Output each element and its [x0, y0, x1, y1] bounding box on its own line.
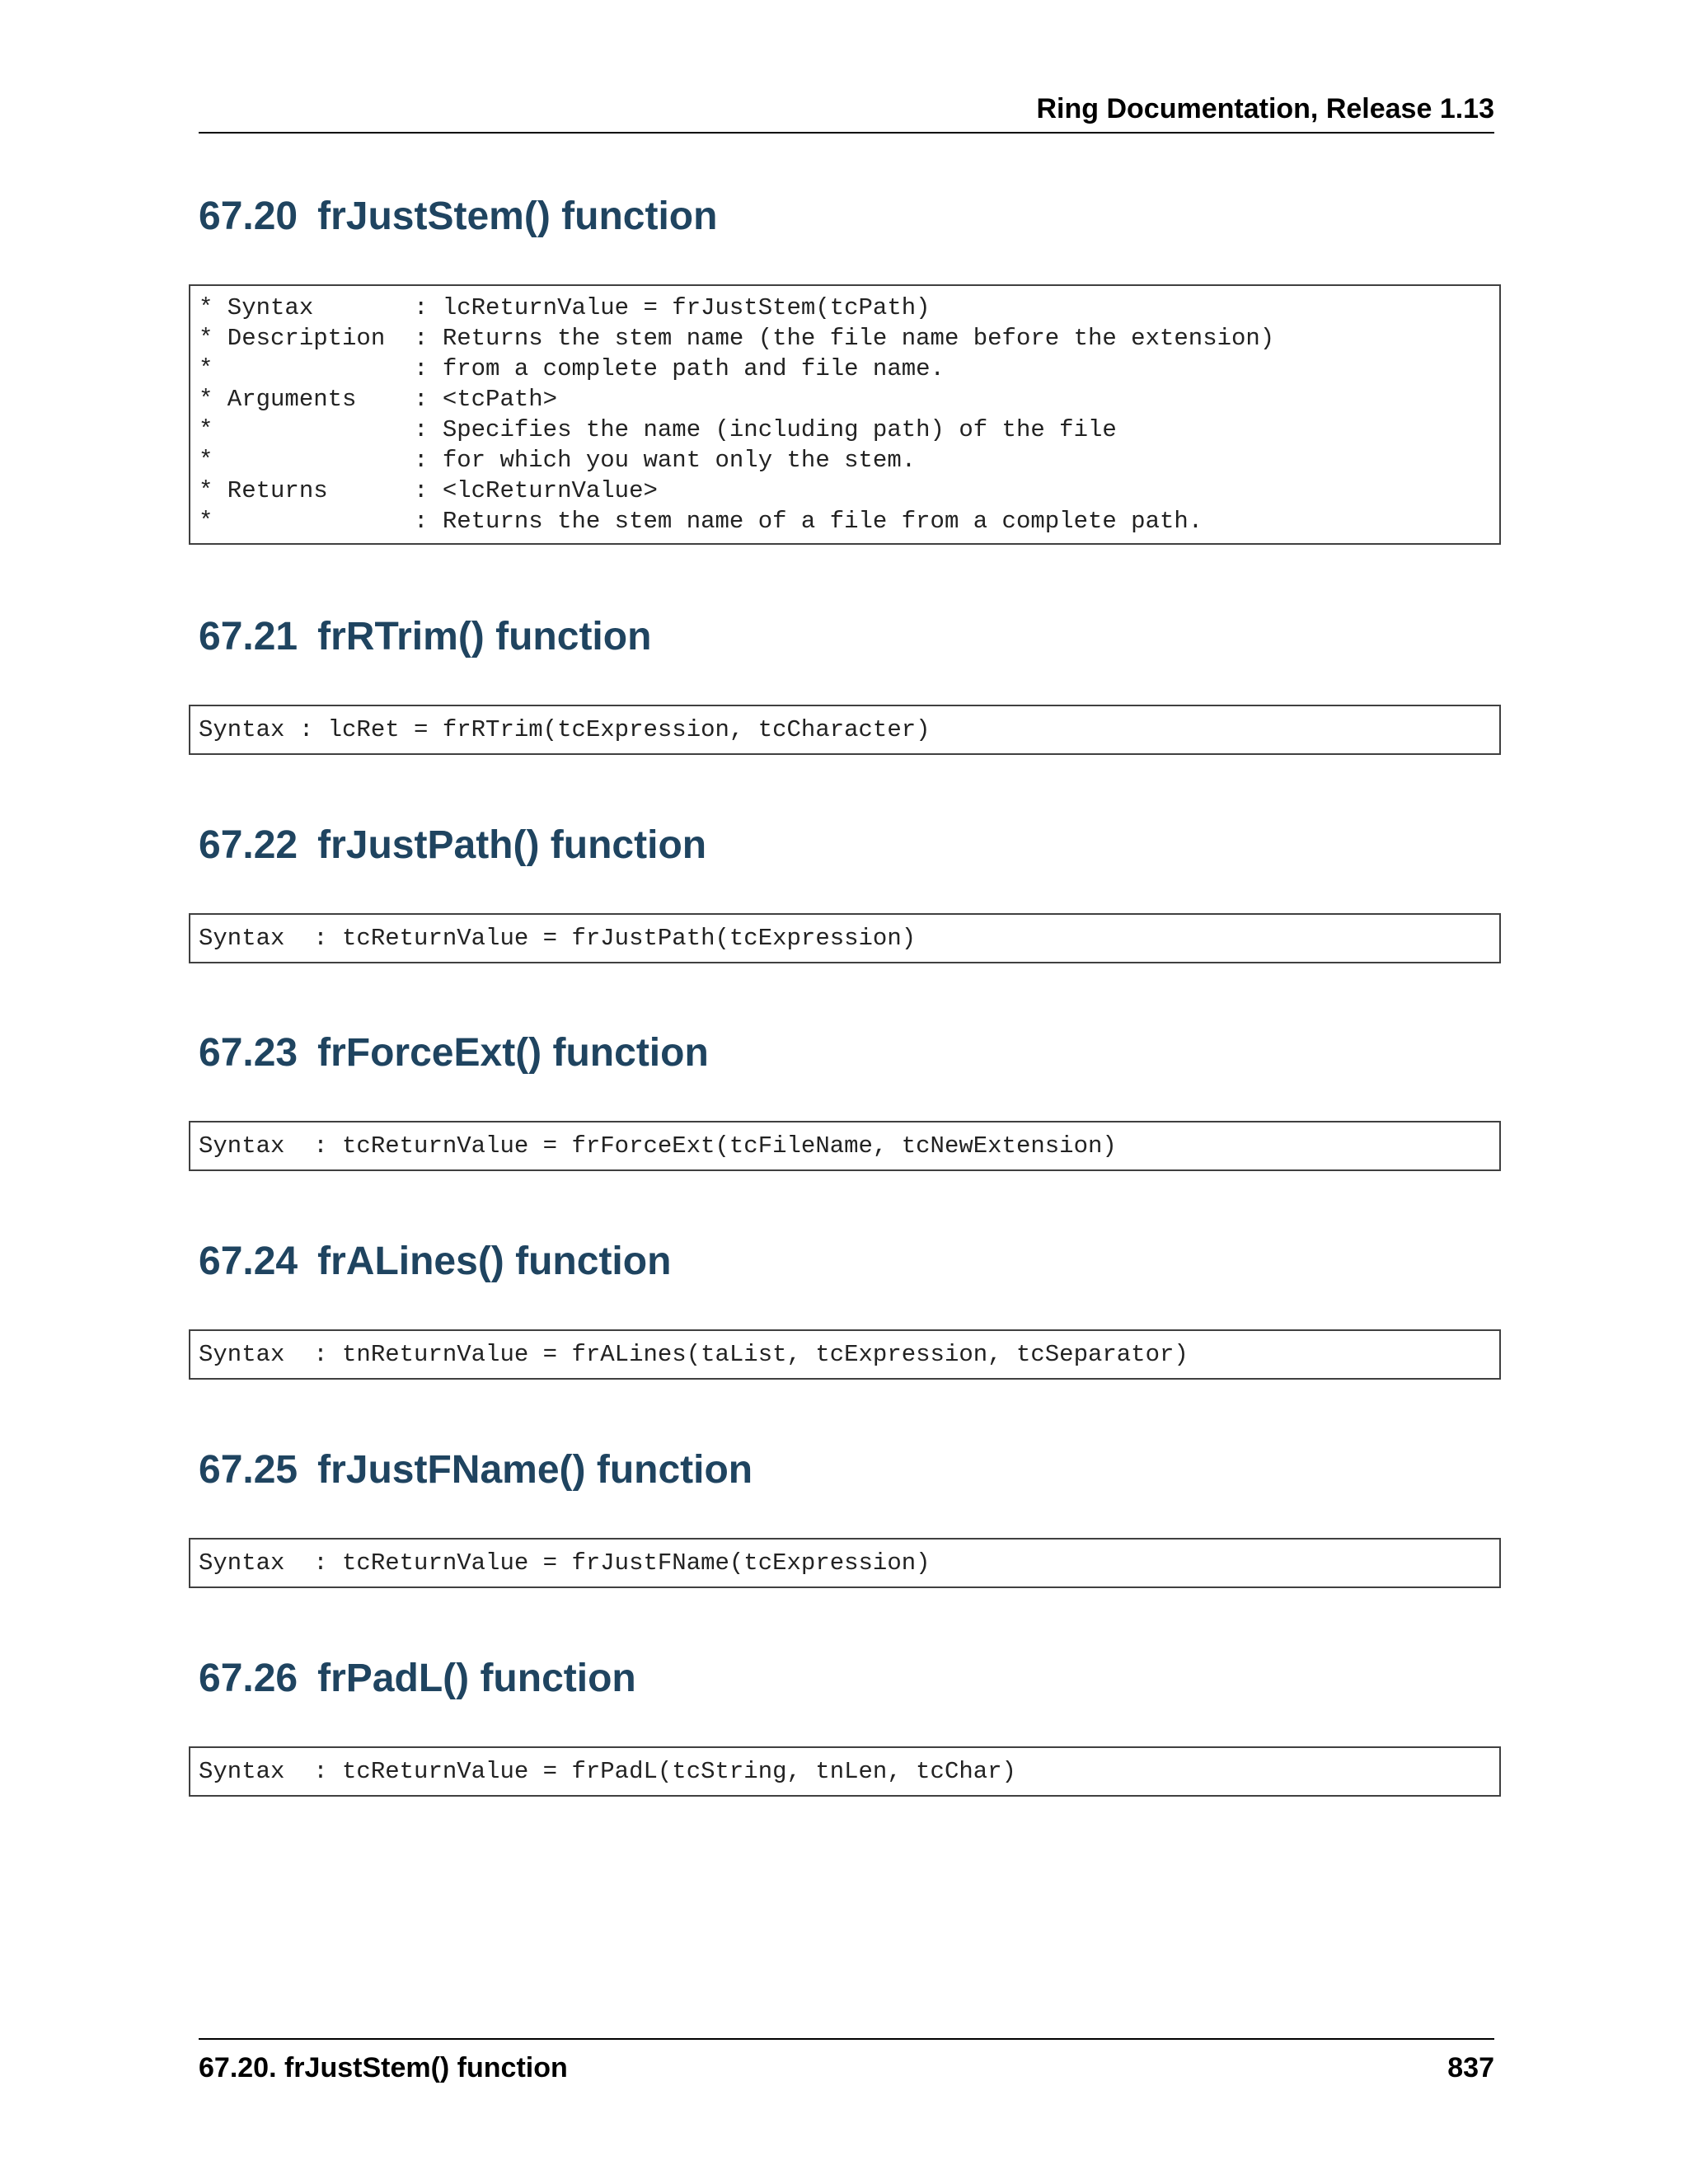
page-number: 837 — [1447, 2052, 1494, 2083]
section-title: frForceExt() function — [317, 1031, 709, 1075]
code-line: * Arguments : <tcPath> — [199, 386, 558, 413]
section-number: 67.25 — [199, 1448, 298, 1492]
code-line: * Description : Returns the stem name (the file name before the extension) — [199, 325, 1275, 352]
page-footer — [199, 2038, 1494, 2089]
section-title: frRTrim() function — [317, 615, 652, 658]
code-block — [189, 1121, 1501, 1171]
code-line: Syntax : tcReturnValue = frJustPath(tcExpression) — [199, 925, 917, 952]
code-line: * Returns : <lcReturnValue> — [199, 477, 658, 504]
section-heading — [199, 614, 651, 660]
code-line: * : Specifies the name (including path) of the file — [199, 416, 1117, 443]
code-line: Syntax : tnReturnValue = frALines(taList, tcExpression, tcSeparator) — [199, 1341, 1189, 1368]
section-heading — [199, 194, 717, 240]
section-heading — [199, 1656, 636, 1702]
code-line: * : for which you want only the stem. — [199, 447, 917, 474]
code-line: * Syntax : lcReturnValue = frJustStem(tcPath) — [199, 294, 931, 321]
code-block — [189, 1538, 1501, 1588]
section-number: 67.20 — [199, 194, 298, 238]
code-block — [189, 284, 1501, 545]
section-heading — [199, 1030, 709, 1076]
footer-section-ref: 67.20. frJustStem() function — [199, 2052, 568, 2083]
code-block — [189, 913, 1501, 963]
code-block — [189, 705, 1501, 755]
header-title: Ring Documentation, Release 1.13 — [1036, 93, 1494, 124]
section-number: 67.23 — [199, 1031, 298, 1075]
code-block — [189, 1329, 1501, 1380]
section-number: 67.26 — [199, 1657, 298, 1700]
code-line: Syntax : lcRet = frRTrim(tcExpression, tcCharacter) — [199, 716, 931, 743]
code-line: * : from a complete path and file name. — [199, 355, 945, 382]
code-line: Syntax : tcReturnValue = frJustFName(tcExpression) — [199, 1549, 931, 1577]
section-heading — [199, 1239, 671, 1285]
page-header — [199, 92, 1494, 134]
code-block — [189, 1746, 1501, 1797]
section-title: frJustPath() function — [317, 823, 707, 867]
section-title: frALines() function — [317, 1240, 672, 1283]
section-title: frPadL() function — [317, 1657, 636, 1700]
section-heading — [199, 1447, 753, 1493]
section-number: 67.22 — [199, 823, 298, 867]
section-title: frJustStem() function — [317, 194, 718, 238]
code-line: Syntax : tcReturnValue = frPadL(tcString, tnLen, tcChar) — [199, 1758, 1016, 1785]
code-line: Syntax : tcReturnValue = frForceExt(tcFileName, tcNewExtension) — [199, 1132, 1117, 1160]
section-heading — [199, 823, 706, 869]
code-line: * : Returns the stem name of a file from a complete path. — [199, 508, 1203, 535]
section-title: frJustFName() function — [317, 1448, 753, 1492]
section-number: 67.24 — [199, 1240, 298, 1283]
section-number: 67.21 — [199, 615, 298, 658]
